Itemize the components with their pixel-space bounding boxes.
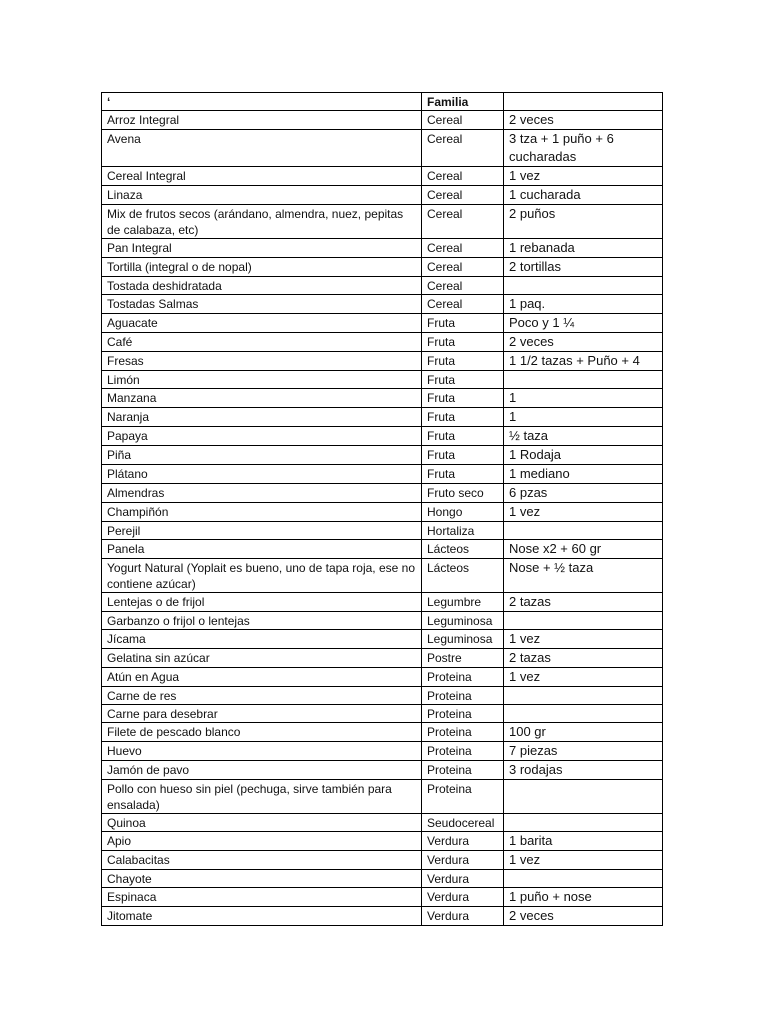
table-row xyxy=(102,761,663,780)
cell-food: Mix de frutos secos (arándano, almendra, nuez, pepitas de calabaza, etc) xyxy=(102,205,422,239)
cell-familia: Cereal xyxy=(422,167,504,186)
cell-amount xyxy=(504,612,663,630)
cell-familia: Cereal xyxy=(422,277,504,295)
cell-food: Cereal Integral xyxy=(102,167,422,186)
table-row xyxy=(102,612,663,630)
cell-amount: 1 vez xyxy=(504,630,663,649)
cell-food: Gelatina sin azúcar xyxy=(102,649,422,668)
table-row xyxy=(102,205,663,239)
table-row xyxy=(102,239,663,258)
cell-food: Arroz Integral xyxy=(102,111,422,130)
cell-food: Calabacitas xyxy=(102,851,422,870)
cell-food: Avena xyxy=(102,130,422,167)
cell-amount: 1 cucharada xyxy=(504,186,663,205)
cell-food: Perejil xyxy=(102,522,422,540)
table-row xyxy=(102,522,663,540)
cell-familia: Fruta xyxy=(422,427,504,446)
table-row xyxy=(102,870,663,888)
cell-amount: 7 piezas xyxy=(504,742,663,761)
table-row xyxy=(102,630,663,649)
cell-amount: 3 tza + 1 puño + 6 cucharadas xyxy=(504,130,663,167)
cell-amount: 6 pzas xyxy=(504,484,663,503)
table-header-row xyxy=(102,93,663,111)
cell-food: Jamón de pavo xyxy=(102,761,422,780)
cell-food: Jitomate xyxy=(102,907,422,926)
cell-food: Fresas xyxy=(102,352,422,371)
cell-food: Huevo xyxy=(102,742,422,761)
table-row xyxy=(102,167,663,186)
table-row xyxy=(102,130,663,167)
table-row xyxy=(102,649,663,668)
table-row xyxy=(102,258,663,277)
table-row xyxy=(102,111,663,130)
cell-amount: 2 tazas xyxy=(504,593,663,612)
cell-amount xyxy=(504,814,663,832)
cell-amount xyxy=(504,371,663,389)
header-familia: Familia xyxy=(422,93,504,111)
cell-familia: Cereal xyxy=(422,239,504,258)
cell-food: Champiñón xyxy=(102,503,422,522)
cell-food: Filete de pescado blanco xyxy=(102,723,422,742)
cell-amount: 1 vez xyxy=(504,851,663,870)
cell-familia: Cereal xyxy=(422,130,504,167)
cell-amount: 1 barita xyxy=(504,832,663,851)
table-row xyxy=(102,295,663,314)
cell-familia: Verdura xyxy=(422,851,504,870)
table-row xyxy=(102,503,663,522)
cell-amount xyxy=(504,277,663,295)
cell-food: Lentejas o de frijol xyxy=(102,593,422,612)
cell-familia: Fruta xyxy=(422,333,504,352)
cell-amount: 1 1/2 tazas + Puño + 4 xyxy=(504,352,663,371)
cell-food: Yogurt Natural (Yoplait es bueno, uno de tapa roja, ese no contiene azúcar) xyxy=(102,559,422,593)
cell-food: Aguacate xyxy=(102,314,422,333)
header-food: ‘ xyxy=(102,93,422,111)
cell-food: Manzana xyxy=(102,389,422,408)
table-row xyxy=(102,446,663,465)
cell-familia: Fruta xyxy=(422,408,504,427)
table-row xyxy=(102,186,663,205)
cell-food: Papaya xyxy=(102,427,422,446)
cell-familia: Proteina xyxy=(422,742,504,761)
cell-amount: 2 veces xyxy=(504,111,663,130)
cell-familia: Cereal xyxy=(422,111,504,130)
cell-amount: 2 veces xyxy=(504,333,663,352)
cell-familia: Verdura xyxy=(422,907,504,926)
cell-food: Tostadas Salmas xyxy=(102,295,422,314)
table-row xyxy=(102,832,663,851)
cell-familia: Fruta xyxy=(422,371,504,389)
cell-familia: Fruto seco xyxy=(422,484,504,503)
cell-familia: Verdura xyxy=(422,832,504,851)
cell-amount: 2 tortillas xyxy=(504,258,663,277)
cell-food: Pollo con hueso sin piel (pechuga, sirve también para ensalada) xyxy=(102,780,422,814)
table-row xyxy=(102,408,663,427)
cell-amount: 3 rodajas xyxy=(504,761,663,780)
cell-familia: Legumbre xyxy=(422,593,504,612)
cell-familia: Cereal xyxy=(422,186,504,205)
cell-familia: Leguminosa xyxy=(422,612,504,630)
cell-amount xyxy=(504,687,663,705)
cell-food: Limón xyxy=(102,371,422,389)
cell-food: Tortilla (integral o de nopal) xyxy=(102,258,422,277)
cell-familia: Seudocereal xyxy=(422,814,504,832)
cell-amount: 1 xyxy=(504,408,663,427)
cell-food: Atún en Agua xyxy=(102,668,422,687)
cell-familia: Cereal xyxy=(422,205,504,239)
table-row xyxy=(102,888,663,907)
cell-food: Naranja xyxy=(102,408,422,427)
cell-food: Almendras xyxy=(102,484,422,503)
cell-familia: Lácteos xyxy=(422,559,504,593)
table-row xyxy=(102,389,663,408)
table-row xyxy=(102,465,663,484)
cell-familia: Cereal xyxy=(422,258,504,277)
cell-amount: Poco y 1 ¼ xyxy=(504,314,663,333)
cell-amount: Nose x2 + 60 gr xyxy=(504,540,663,559)
cell-food: Jícama xyxy=(102,630,422,649)
cell-amount: 100 gr xyxy=(504,723,663,742)
table-row xyxy=(102,540,663,559)
cell-amount: 2 veces xyxy=(504,907,663,926)
table-row xyxy=(102,907,663,926)
cell-familia: Leguminosa xyxy=(422,630,504,649)
cell-familia: Proteina xyxy=(422,780,504,814)
cell-familia: Cereal xyxy=(422,295,504,314)
table-row xyxy=(102,705,663,723)
cell-familia: Lácteos xyxy=(422,540,504,559)
cell-food: Linaza xyxy=(102,186,422,205)
cell-food: Plátano xyxy=(102,465,422,484)
cell-food: Espinaca xyxy=(102,888,422,907)
cell-amount: Nose + ½ taza xyxy=(504,559,663,593)
cell-amount: 1 xyxy=(504,389,663,408)
table-row xyxy=(102,277,663,295)
table-row xyxy=(102,742,663,761)
table-row xyxy=(102,559,663,593)
cell-food: Carne para desebrar xyxy=(102,705,422,723)
table-row xyxy=(102,780,663,814)
cell-familia: Fruta xyxy=(422,446,504,465)
cell-amount: 1 vez xyxy=(504,167,663,186)
cell-food: Quinoa xyxy=(102,814,422,832)
table-row xyxy=(102,352,663,371)
cell-amount: 1 paq. xyxy=(504,295,663,314)
cell-amount: 2 puños xyxy=(504,205,663,239)
table-row xyxy=(102,371,663,389)
cell-food: Piña xyxy=(102,446,422,465)
cell-food: Apio xyxy=(102,832,422,851)
cell-familia: Postre xyxy=(422,649,504,668)
cell-familia: Proteina xyxy=(422,668,504,687)
cell-food: Café xyxy=(102,333,422,352)
table-row xyxy=(102,314,663,333)
cell-familia: Proteina xyxy=(422,705,504,723)
cell-amount: 1 puño + nose xyxy=(504,888,663,907)
table-row xyxy=(102,723,663,742)
cell-amount: 2 tazas xyxy=(504,649,663,668)
table-row xyxy=(102,484,663,503)
cell-amount: 1 vez xyxy=(504,503,663,522)
table-row xyxy=(102,427,663,446)
table-row xyxy=(102,851,663,870)
table-row xyxy=(102,333,663,352)
cell-familia: Hongo xyxy=(422,503,504,522)
cell-familia: Hortaliza xyxy=(422,522,504,540)
cell-amount: 1 Rodaja xyxy=(504,446,663,465)
cell-amount: ½ taza xyxy=(504,427,663,446)
cell-familia: Fruta xyxy=(422,352,504,371)
cell-amount xyxy=(504,705,663,723)
cell-familia: Proteina xyxy=(422,761,504,780)
cell-familia: Proteina xyxy=(422,723,504,742)
cell-amount xyxy=(504,522,663,540)
cell-food: Garbanzo o frijol o lentejas xyxy=(102,612,422,630)
cell-familia: Verdura xyxy=(422,870,504,888)
cell-food: Pan Integral xyxy=(102,239,422,258)
cell-food: Carne de res xyxy=(102,687,422,705)
food-table xyxy=(101,92,663,926)
cell-familia: Proteina xyxy=(422,687,504,705)
cell-food: Tostada deshidratada xyxy=(102,277,422,295)
cell-amount xyxy=(504,870,663,888)
cell-food: Chayote xyxy=(102,870,422,888)
cell-amount: 1 mediano xyxy=(504,465,663,484)
cell-familia: Fruta xyxy=(422,465,504,484)
cell-familia: Verdura xyxy=(422,888,504,907)
cell-amount: 1 vez xyxy=(504,668,663,687)
cell-food: Panela xyxy=(102,540,422,559)
table-row xyxy=(102,593,663,612)
cell-amount: 1 rebanada xyxy=(504,239,663,258)
table-row xyxy=(102,668,663,687)
table-body xyxy=(102,111,663,926)
table-row xyxy=(102,687,663,705)
table-row xyxy=(102,814,663,832)
cell-amount xyxy=(504,780,663,814)
cell-familia: Fruta xyxy=(422,314,504,333)
cell-familia: Fruta xyxy=(422,389,504,408)
header-amount xyxy=(504,93,663,111)
